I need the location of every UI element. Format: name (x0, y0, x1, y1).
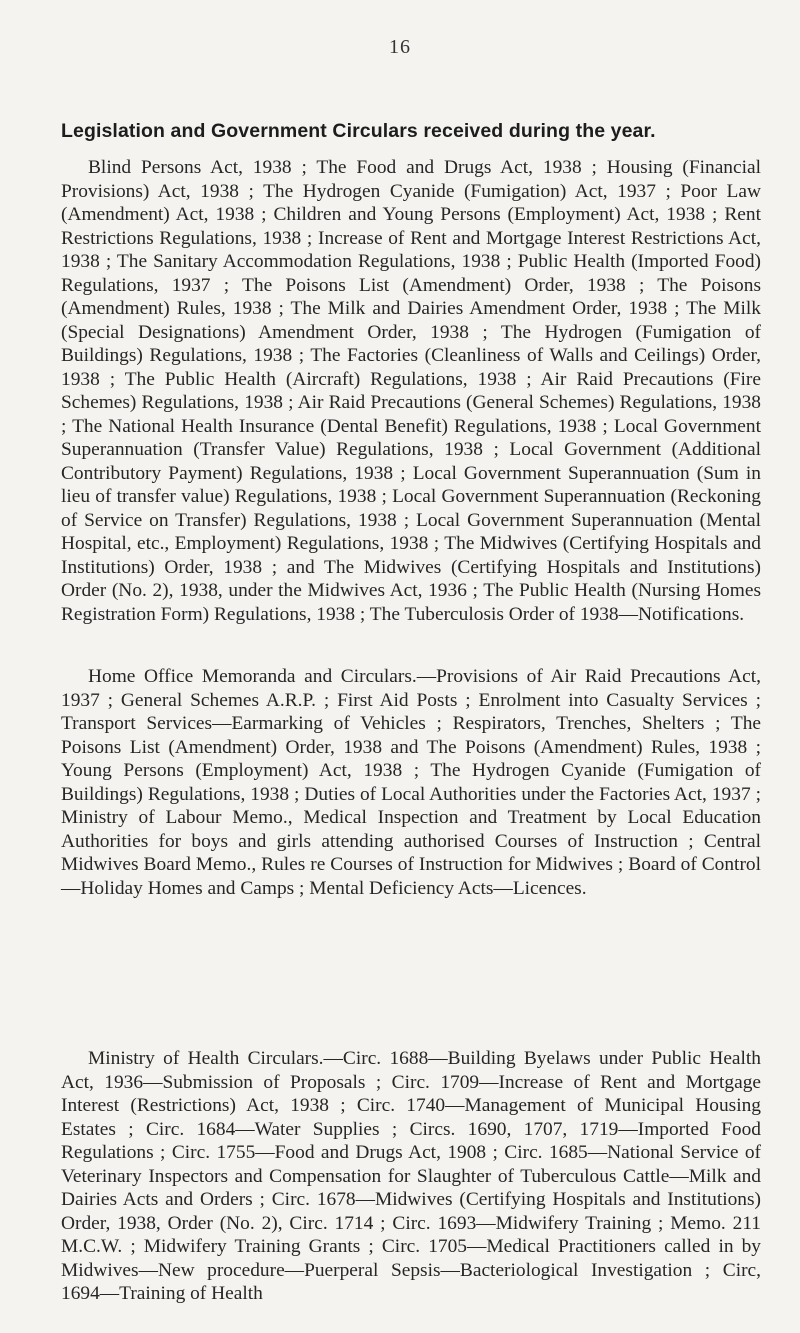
paragraph-text: Home Office Memoranda and Circulars.—Provisions of Air Raid Precautions Act, 1937 ; General Schemes A.R.P. ; First Aid Posts ; Enrolment into Casualty Services ; Transport Services—Earmarking of Vehicles ; Respirators, Trenches, Shelters ; The Poisons List (Amendment) Order, 1938 and The Poisons (Amendment) Rules, 1938 ; Young Persons (Employment) Act, 1938 ; The Hydrogen Cyanide (Fumigation of Buildings) Regulations, 1938 ; Duties of Local Authorities under the Factories Act, 1937 ; Ministry of Labour Memo., Medical Inspection and Treatment by Local Education Authorities for boys and girls attending authorised Courses of Instruction ; Central Midwives Board Memo., Rules re Courses of Instruction for Midwives ; Board of Control—Holiday Homes and Camps ; Mental Deficiency Acts—Licences. (61, 666, 761, 899)
page-number: 16 (389, 36, 411, 58)
paragraph-text: Blind Persons Act, 1938 ; The Food and Drugs Act, 1938 ; Housing (Financial Provisions) Act, 1938 ; The Hydrogen Cyanide (Fumigation) Act, 1937 ; Poor Law (Amendment) Act, 1938 ; Children and Young Persons (Employment) Act, 1938 ; Rent Restrictions Regulations, 1938 ; Increase of Rent and Mortgage Interest Restrictions Act, 1938 ; The Sanitary Accommodation Regulations, 1938 ; Public Health (Imported Food) Regulations, 1937 ; The Poisons List (Amendment) Order, 1938 ; The Poisons (Amendment) Rules, 1938 ; The Milk and Dairies Amendment Order, 1938 ; The Milk (Special Designations) Amendment Order, 1938 ; The Hydrogen (Fumigation of Buildings) Regulations, 1938 ; The Factories (Cleanliness of Walls and Ceilings) Order, 1938 ; The Public Health (Aircraft) Regulations, 1938 ; Air Raid Precautions (Fire Schemes) Regulations, 1938 ; Air Raid Precautions (General Schemes) Regulations, 1938 ; The National Health Insurance (Dental Benefit) Regulations, 1938 ; Local Government Superannuation (Transfer Value) Regulations, 1938 ; Local Government (Additional Contributory Payment) Regulations, 1938 ; Local Government Superannuation (Sum in lieu of transfer value) Regulations, 1938 ; Local Government Superannuation (Reckoning of Service on Transfer) Regulations, 1938 ; Local Government Superannuation (Mental Hospital, etc., Employment) Regulations, 1938 ; The Midwives (Certifying Hospitals and Institutions) Order, 1938 ; and The Midwives (Certifying Hospitals and Institutions) Order (No. 2), 1938, under the Midwives Act, 1936 ; The Public Health (Nursing Homes Registration Form) Regulations, 1938 ; The Tuberculosis Order of 1938—Notifications. (61, 157, 761, 625)
paragraph-acts-regulations (61, 156, 761, 626)
section-heading: Legislation and Government Circulars received during the year. (61, 120, 656, 142)
paragraph-text: Ministry of Health Circulars.—Circ. 1688—Building Byelaws under Public Health Act, 1936—Submission of Proposals ; Circ. 1709—Increase of Rent and Mortgage Interest (Restrictions) Act, 1938 ; Circ. 1740—Management of Municipal Housing Estates ; Circ. 1684—Water Supplies ; Circs. 1690, 1707, 1719—Imported Food Regulations ; Circ. 1755—Food and Drugs Act, 1908 ; Circ. 1685—National Service of Veterinary Inspectors and Compensation for Slaughter of Tuberculous Cattle—Milk and Dairies Acts and Orders ; Circ. 1678—Midwives (Certifying Hospitals and Institutions) Order, 1938, Order (No. 2), Circ. 1714 ; Circ. 1693—Midwifery Training ; Memo. 211 M.C.W. ; Midwifery Training Grants ; Circ. 1705—Medical Practitioners called in by Midwives—New procedure—Puerperal Sepsis—Bacteriological Investigation ; Circ, 1694—Training of Health (61, 1048, 761, 1304)
paragraph-ministry-of-health-circulars (61, 1047, 761, 1306)
paragraph-home-office-circulars (61, 665, 761, 900)
